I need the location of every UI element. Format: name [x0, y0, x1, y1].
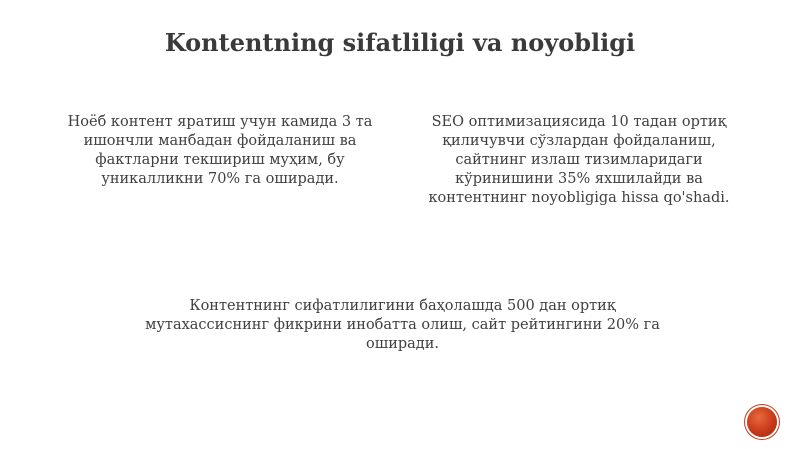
text-block-right: SEO оптимизациясида 10 тадан ортиқ қиличувчи сўзлардан фойдаланиш, сайтнинг излаш тизимларидаги кўринишини 35% яхшилайди ва контентнинг noyobligiga hissa qo'shadi. — [428, 114, 730, 206]
text-block-left: Ноёб контент яратиш учун камида 3 та ишончли манбадан фойдаланиш ва фактларни текшириш муҳим, бу уникалликни 70% га оширади. — [67, 114, 373, 187]
slide-title: Kontentning sifatliligi va noyobligi — [164, 28, 636, 57]
next-slide-circle-icon[interactable] — [747, 407, 777, 437]
text-block-bottom: Контентнинг сифатлилигини баҳолашда 500 дан ортиқ мутахассиснинг фикрини инобатта олиш, сайт рейтингини 20% га оширади. — [145, 298, 660, 352]
